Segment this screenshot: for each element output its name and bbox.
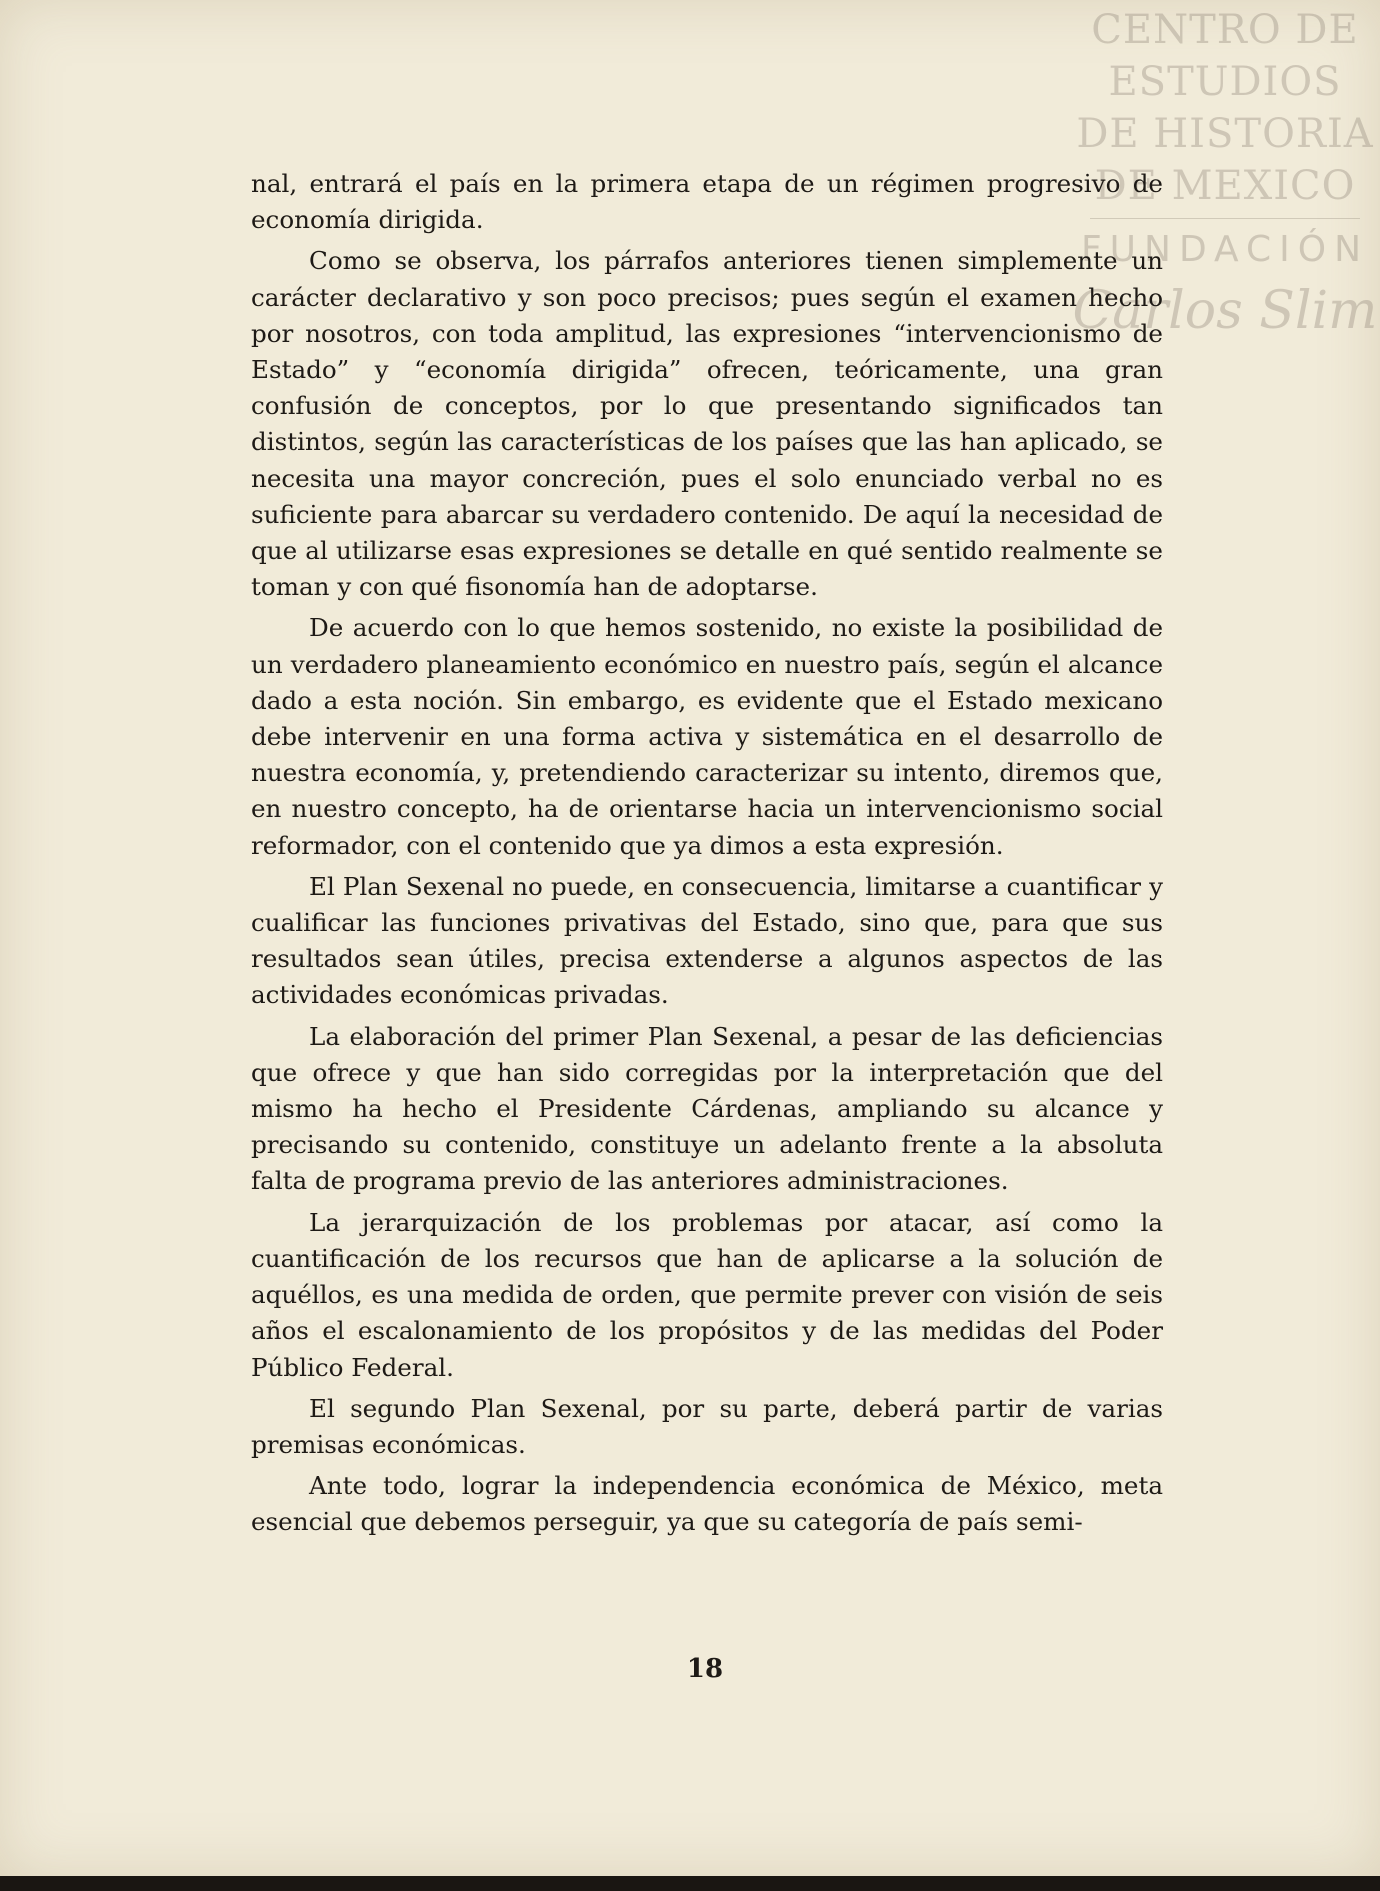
paragraph-6: La jerarquización de los problemas por atacar, así como la cuantificación de los recursos que han de aplicarse a la solución de aquéllos, es una medida de orden, que permite prever con visión de seis años el escalonamiento de los propósitos y de las medidas del Poder Público Federal. <box>251 1207 1163 1382</box>
watermark-line-4: DE MEXICO <box>1094 163 1356 209</box>
paragraph-1: nal, entrará el país en la primera etapa de un régimen progresivo de economía dirigida. <box>251 169 1163 235</box>
paragraph-2: Como se observa, los párrafos anteriores tienen simplemente un carácter declarativo y son poco precisos; pues según el examen hecho por nosotros, con toda amplitud, las expresiones “intervencionismo de Estado” y “economía dirigida” ofrecen, teóricamente, una gran confusión de conceptos, por lo que presentando significados tan distintos, según las características de los países que las han aplicado, se necesita una mayor concreción, pues el solo enunciado verbal no es suficiente para abarcar su verdadero contenido. De aquí la necesidad de que al utilizarse esas expresiones se detalle en qué sentido realmente se toman y con qué fisonomía han de adoptarse. <box>251 246 1163 602</box>
paragraph-4: El Plan Sexenal no puede, en consecuencia, limitarse a cuantificar y cualificar las funciones privativas del Estado, sino que, para que sus resultados sean útiles, precisa extenderse a algunos aspectos de las actividades económicas privadas. <box>251 871 1163 1010</box>
watermark-foundation: FUNDACIÓN <box>1080 229 1370 270</box>
paragraph-7: El segundo Plan Sexenal, por su parte, deberá partir de varias premisas económicas. <box>251 1393 1163 1459</box>
watermark-line-3: DE HISTORIA <box>1076 111 1374 157</box>
body-text <box>251 166 1163 1546</box>
watermark-line-2: ESTUDIOS <box>1108 59 1342 105</box>
scan-border <box>0 1876 1380 1891</box>
page-number: 18 <box>686 1654 724 1684</box>
paragraph-8: Ante todo, lograr la independencia económica de México, meta esencial que debemos perseguir, ya que su categoría de país semi- <box>251 1471 1163 1537</box>
paragraph-3: De acuerdo con lo que hemos sostenido, no existe la posibilidad de un verdadero planeamiento económico en nuestro país, según el alcance dado a esta noción. Sin embargo, es evidente que el Estado mexicano debe intervenir en una forma activa y sistemática en el desarrollo de nuestra economía, y, pretendiendo caracterizar su intento, diremos que, en nuestro concepto, ha de orientarse hacia un intervencionismo social reformador, con el contenido que ya dimos a esta expresión. <box>251 613 1163 860</box>
watermark-signature: Carlos Slim <box>1072 281 1378 341</box>
paragraph-5: La elaboración del primer Plan Sexenal, a pesar de las deficiencias que ofrece y que han sido corregidas por la interpretación que del mismo ha hecho el Presidente Cárdenas, ampliando su alcance y precisando su contenido, constituye un adelanto frente a la absoluta falta de programa previo de las anteriores administraciones. <box>251 1021 1163 1196</box>
watermark-line-1: CENTRO DE <box>1091 7 1359 53</box>
